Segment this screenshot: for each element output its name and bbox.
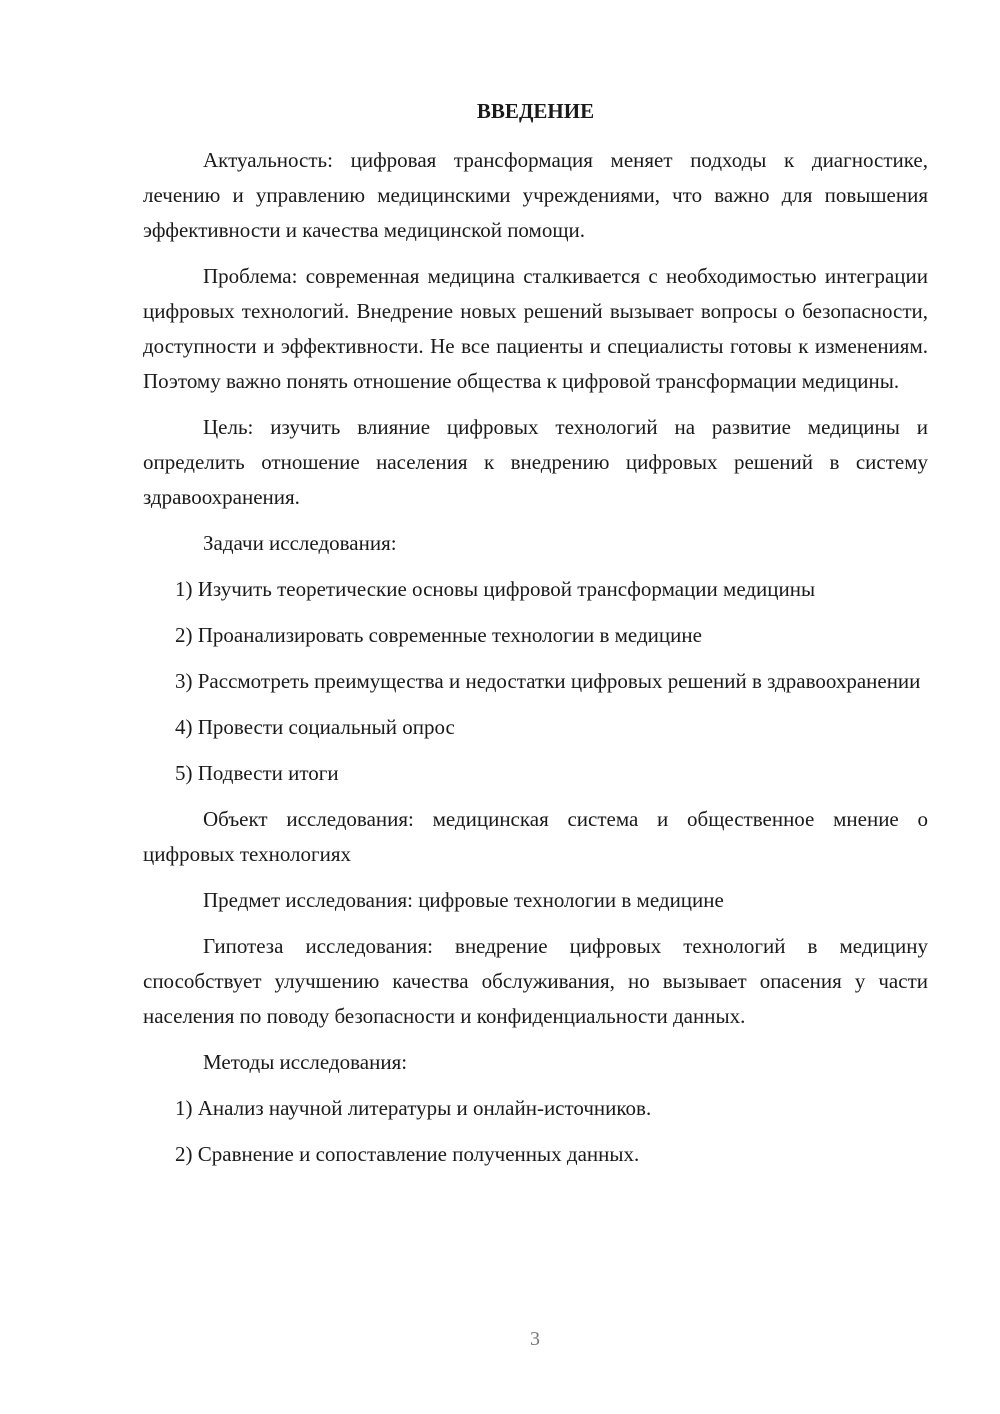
tasks-heading: Задачи исследования:	[203, 531, 397, 555]
task-item-4: 4) Провести социальный опрос	[175, 715, 455, 739]
document-body	[143, 143, 928, 1183]
hypothesis-paragraph: Гипотеза исследования: внедрение цифровых технологий в медицину способствует улучшению качества обслуживания, но вызывает опасения у части населения по поводу безопасности и конфиденциальности данных.	[143, 934, 928, 1028]
task-item-3: 3) Рассмотреть преимущества и недостатки цифровых решений в здравоохранении	[175, 669, 921, 693]
method-item-1: 1) Анализ научной литературы и онлайн-источников.	[175, 1096, 652, 1120]
task-item-1: 1) Изучить теоретические основы цифровой трансформации медицины	[175, 577, 816, 601]
goal-paragraph: Цель: изучить влияние цифровых технологий на развитие медицины и определить отношение населения к внедрению цифровых решений в систему здравоохранения.	[143, 415, 928, 509]
relevance-paragraph: Актуальность: цифровая трансформация меняет подходы к диагностике, лечению и управлению медицинскими учреждениями, что важно для повышения эффективности и качества медицинской помощи.	[143, 148, 928, 242]
page-number: 3	[530, 1328, 540, 1350]
page-title: ВВЕДЕНИЕ	[476, 99, 595, 123]
method-item-2: 2) Сравнение и сопоставление полученных данных.	[175, 1142, 640, 1166]
task-item-2: 2) Проанализировать современные технологии в медицине	[175, 623, 702, 647]
object-paragraph: Объект исследования: медицинская система и общественное мнение о цифровых технологиях	[143, 807, 928, 866]
problem-paragraph: Проблема: современная медицина сталкивается с необходимостью интеграции цифровых технологий. Внедрение новых решений вызывает вопросы о безопасности, доступности и эффективности. Не все пациенты и специалисты готовы к изменениям. Поэтому важно понять отношение общества к цифровой трансформации медицины.	[143, 264, 928, 393]
subject-paragraph: Предмет исследования: цифровые технологии в медицине	[203, 888, 724, 912]
methods-heading: Методы исследования:	[203, 1050, 408, 1074]
task-item-5: 5) Подвести итоги	[175, 761, 339, 785]
